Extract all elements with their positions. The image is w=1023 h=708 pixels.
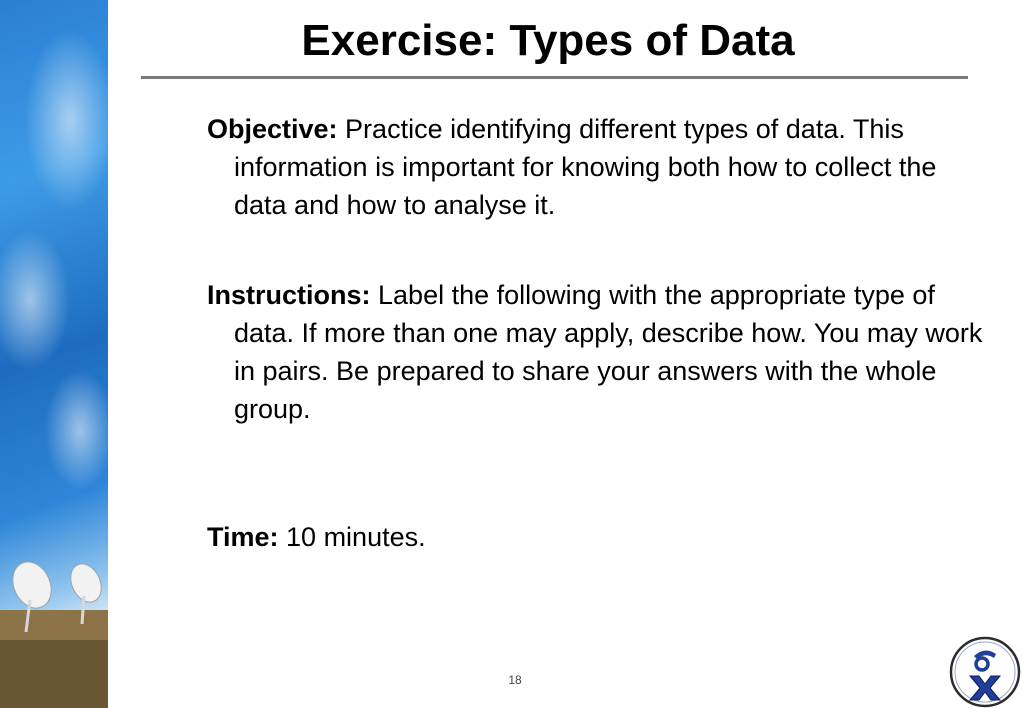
ox-logo-icon xyxy=(948,636,1022,708)
page-number: 18 xyxy=(508,673,522,687)
objective-text: Practice identifying different types of data. This information is important for knowing both how to collect the data and how to analyse it. xyxy=(234,114,937,220)
sidebar-image xyxy=(0,0,108,708)
time-text: 10 minutes. xyxy=(278,522,426,552)
time-label: Time: xyxy=(207,522,279,552)
instructions-label: Instructions: xyxy=(207,280,371,310)
objective-paragraph xyxy=(207,110,994,224)
instructions-paragraph xyxy=(207,276,994,428)
time-paragraph xyxy=(207,518,994,556)
objective-label: Objective: xyxy=(207,114,338,144)
slide-title: Exercise: Types of Data xyxy=(301,16,795,65)
instructions-text: Label the following with the appropriate type of data. If more than one may apply, describe how. You may work in pairs. Be prepared to share your answers with the whole group. xyxy=(234,280,983,424)
title-divider xyxy=(141,76,968,79)
satellite-dish-image xyxy=(0,0,108,708)
